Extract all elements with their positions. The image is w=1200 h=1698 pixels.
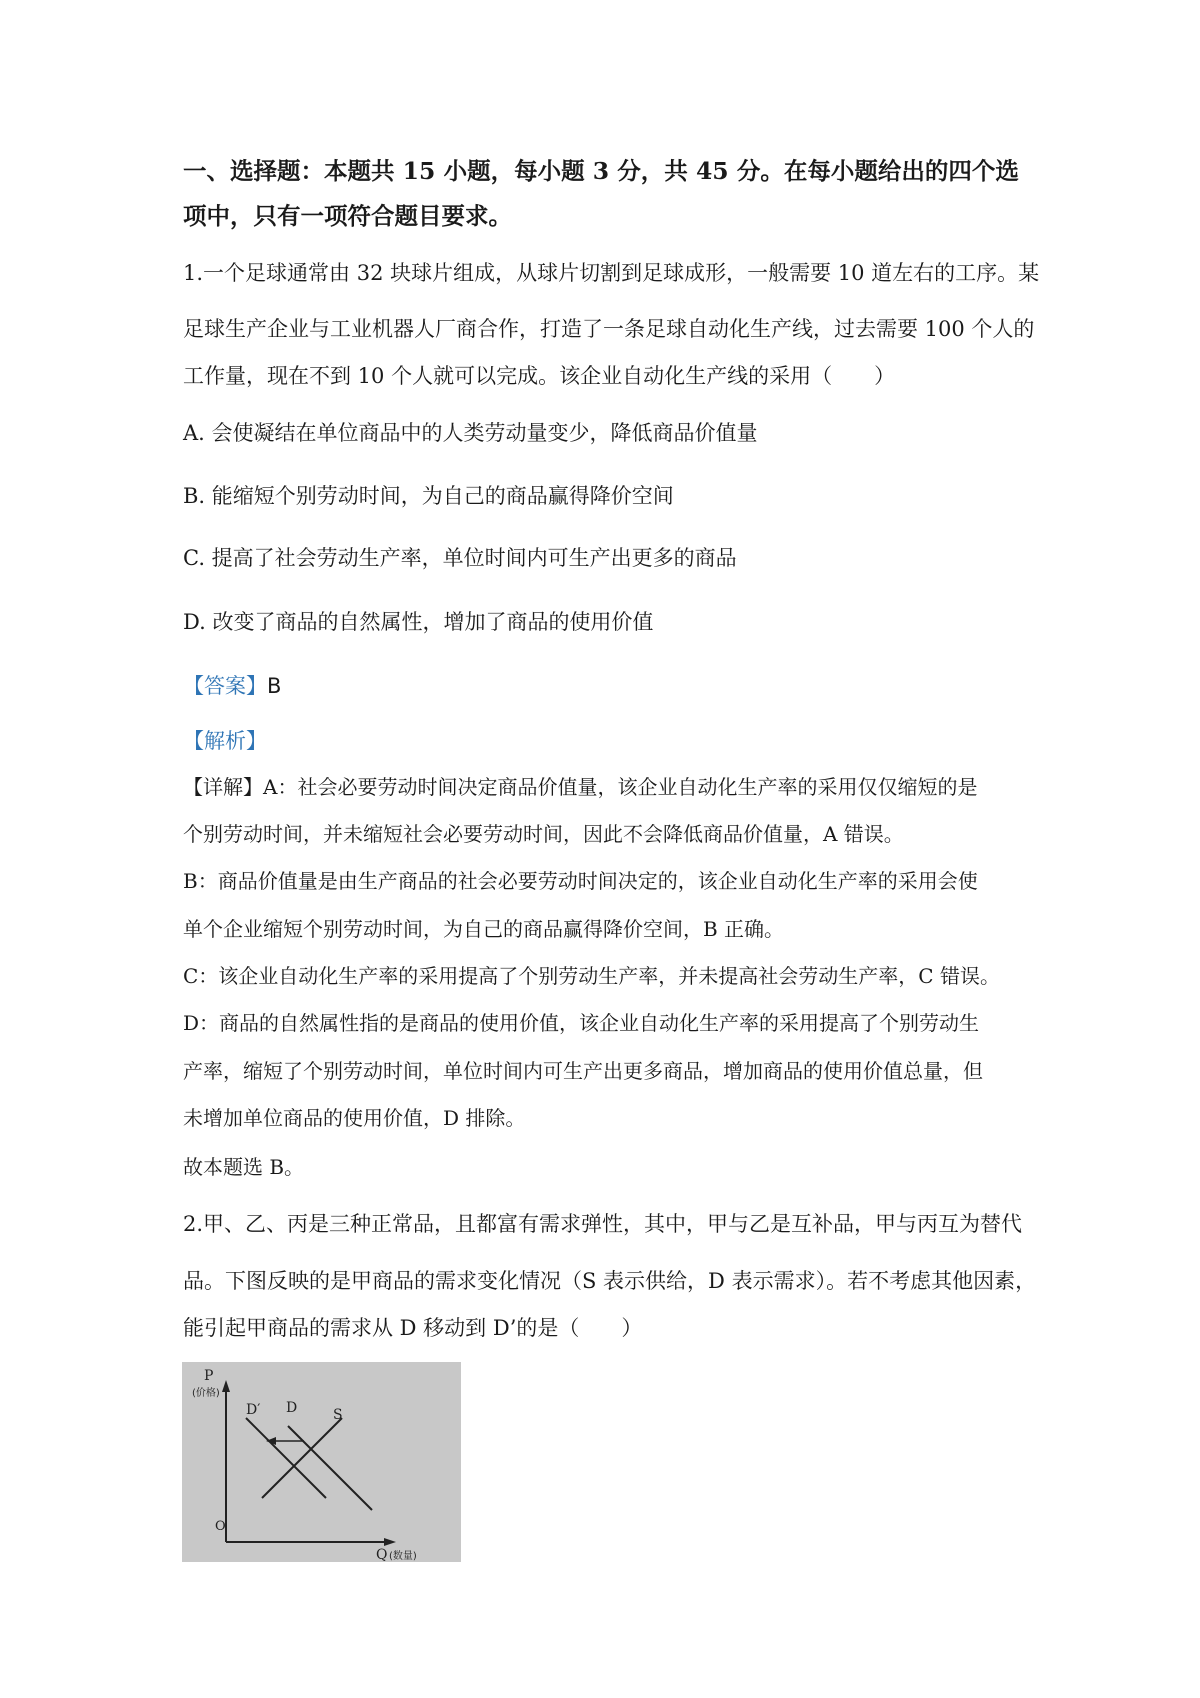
- q1-option-a: A. 会使凝结在单位商品中的人类劳动量变少，降低商品价值量: [183, 421, 758, 445]
- q-sublabel: (数量): [389, 1551, 417, 1562]
- q1-detail-line-4: 单个企业缩短个别劳动时间，为自己的商品赢得降价空间，B 正确。: [183, 917, 785, 941]
- q1-detail-line-5: C：该企业自动化生产率的采用提高了个别劳动生产率，并未提高社会劳动生产率，C 错误。: [183, 964, 1000, 988]
- p-sublabel: (价格): [192, 1388, 220, 1399]
- q1-detail-line-7: 产率，缩短了个别劳动时间，单位时间内可生产出更多商品，增加商品的使用价值总量，但: [183, 1059, 983, 1083]
- q1-detail-line-8: 未增加单位商品的使用价值，D 排除。: [183, 1106, 526, 1130]
- q2-stem-line-1: 2.甲、乙、丙是三种正常品，且都富有需求弹性，其中，甲与乙是互补品，甲与丙互为替代: [183, 1212, 1023, 1236]
- supply-demand-figure: [182, 1362, 461, 1562]
- q1-detail-line-3: B：商品价值量是由生产商品的社会必要劳动时间决定的，该企业自动化生产率的采用会使: [183, 869, 978, 893]
- answer-label: 【答案】: [183, 674, 267, 698]
- analysis-label: 【解析】: [183, 729, 267, 753]
- supply-demand-diagram: [182, 1362, 461, 1562]
- q1-detail-line-9: 故本题选 B。: [183, 1155, 305, 1179]
- q1-detail-line-2: 个别劳动时间，并未缩短社会必要劳动时间，因此不会降低商品价值量，A 错误。: [183, 822, 904, 846]
- q1-detail-line-1: 【详解】A：社会必要劳动时间决定商品价值量，该企业自动化生产率的采用仅仅缩短的是: [183, 775, 978, 799]
- q1-stem-line-2: 足球生产企业与工业机器人厂商合作，打造了一条足球自动化生产线，过去需要 100 个人的: [183, 317, 1035, 341]
- s-label: S: [333, 1407, 343, 1423]
- origin-label: O: [215, 1519, 226, 1534]
- q1-stem-line-1: 1.一个足球通常由 32 块球片组成，从球片切割到足球成形，一般需要 10 道左右的工序。某: [183, 261, 1040, 285]
- q1-detail-line-6: D：商品的自然属性指的是商品的使用价值，该企业自动化生产率的采用提高了个别劳动生: [183, 1011, 980, 1035]
- answer-value: B: [267, 674, 282, 698]
- section-heading-line-1: 一、选择题：本题共 15 小题，每小题 3 分，共 45 分。在每小题给出的四个选: [183, 157, 1019, 185]
- d-label: D: [286, 1400, 298, 1416]
- q1-option-d: D. 改变了商品的自然属性，增加了商品的使用价值: [183, 610, 654, 634]
- q2-stem-line-3: 能引起甲商品的需求从 D 移动到 D’的是（ ）: [183, 1316, 643, 1340]
- q1-stem-line-3: 工作量，现在不到 10 个人就可以完成。该企业自动化生产线的采用（ ）: [183, 364, 896, 388]
- q1-answer: [183, 671, 281, 701]
- q1-option-b: B. 能缩短个别劳动时间，为自己的商品赢得降价空间: [183, 484, 674, 508]
- d-prime-label: D′: [246, 1402, 261, 1418]
- q2-stem-line-2: 品。下图反映的是甲商品的需求变化情况（S 表示供给，D 表示需求）。若不考虑其他因素，: [183, 1269, 1037, 1293]
- q1-option-c: C. 提高了社会劳动生产率，单位时间内可生产出更多的商品: [183, 546, 737, 570]
- p-label: P: [204, 1368, 214, 1384]
- section-heading-line-2: 项中，只有一项符合题目要求。: [183, 202, 512, 230]
- q-label: Q: [376, 1547, 388, 1562]
